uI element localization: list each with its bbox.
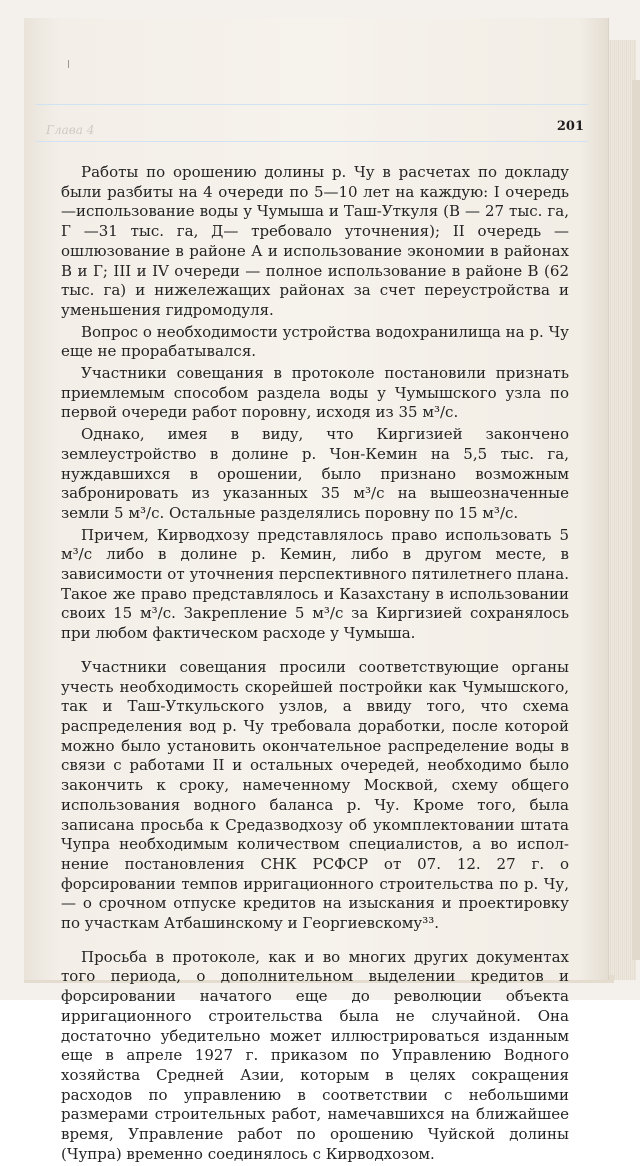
page-number: 201 [556, 119, 584, 134]
paragraph: Работы по орошению долины р. Чу в расчетах по докладу были разбиты на 4 очереди по 5—10 лет на каждую: I очередь —использование воды у Чумыша и Таш-Уткуля (В — 27 тыс. га, Г —31 тыс. га, Д— требовало уточнения); II очередь — ошлюзование в районе А и использование экономии в районах В и Г; III и IV очереди — полное использование в районе В (62 тыс. га) и нижележащих районах за счет переустройства и уменьшения гидромодуля. [61, 163, 569, 319]
paragraph: Участники совещания в протоколе постановили признать приемлемым способом раздела воды у Чумышского узла по первой очереди работ поровну, исходя из 35 м³/с. [61, 364, 569, 422]
paragraph: Просьба в протоколе, как и во многих других документах того периода, о дополнительном выделении кредитов и форсировании начатого еще до революции объекта ирригационного строительства была не случайной. Она достаточно убедительно может иллюстрироваться изданным еще в апреле 1927 г. приказом по Управлению Водного хозяйства Средней Азии, которым в целях сокращения расходов по управлению в соответствии с небольшими размерами строительных работ, намечавшихся на ближайшее время, Управление работ по орошению Чуйской долины (Чупра) временно соединялось с Кирводхозом. [61, 947, 569, 1163]
paragraph: Участники совещания просили соответствующие органы учесть необходимость скорейшей постройки как Чумышского, так и Таш-Уткульского узлов, а ввиду того, что схема распределения вод р. Чу требовала доработки, после которой можно было установить окончательное распределение воды в связи с работами II и остальных очередей, необходимо было закончить к сроку, намеченному Москвой, схему общего использования водного баланса р. Чу. Кроме того, была записана просьба к Средазводхозу об укомплектовании штата Чупра необходимым количеством специалистов, а во исполнение постановления СНК РСФСР от 07. 12. 27 г. о форсировании темпов ирригационного строительства по р. Чу,— о срочном отпуске кредитов на изыскания и проектировку по участкам Атбашинскому и Георгиевскому³³. [61, 657, 569, 933]
paragraph: Вопрос о необходимости устройства водохранилища на р. Чу еще не прорабатывался. [61, 322, 569, 361]
page-header [36, 104, 588, 142]
book-page [24, 18, 608, 1163]
running-head: Глава 4 [46, 123, 95, 137]
body-text [61, 163, 569, 1166]
paragraph: Причем, Кирводхозу представлялось право использовать 5 м³/с либо в долине р. Кемин, либо в другом месте, в зависимости от уточнения перспективного пятилетнего плана. Такое же право представлялось и Казахстану в использовании своих 15 м³/с. Закрепление 5 м³/с за Киргизией сохранялось при любом фактическом расходе у Чумыша. [61, 525, 569, 643]
page-edge-shadow [632, 80, 640, 960]
paragraph: Однако, имея в виду, что Киргизией закончено землеустройство в долине р. Чон-Кемин на 5,5 тыс. га, нуждавшихся в орошении, было признано возможным забронировать из указанных 35 м³/с на вышеозначенные земли 5 м³/с. Остальные разделялись поровну по 15 м³/с. [61, 425, 569, 522]
margin-mark [68, 60, 69, 68]
